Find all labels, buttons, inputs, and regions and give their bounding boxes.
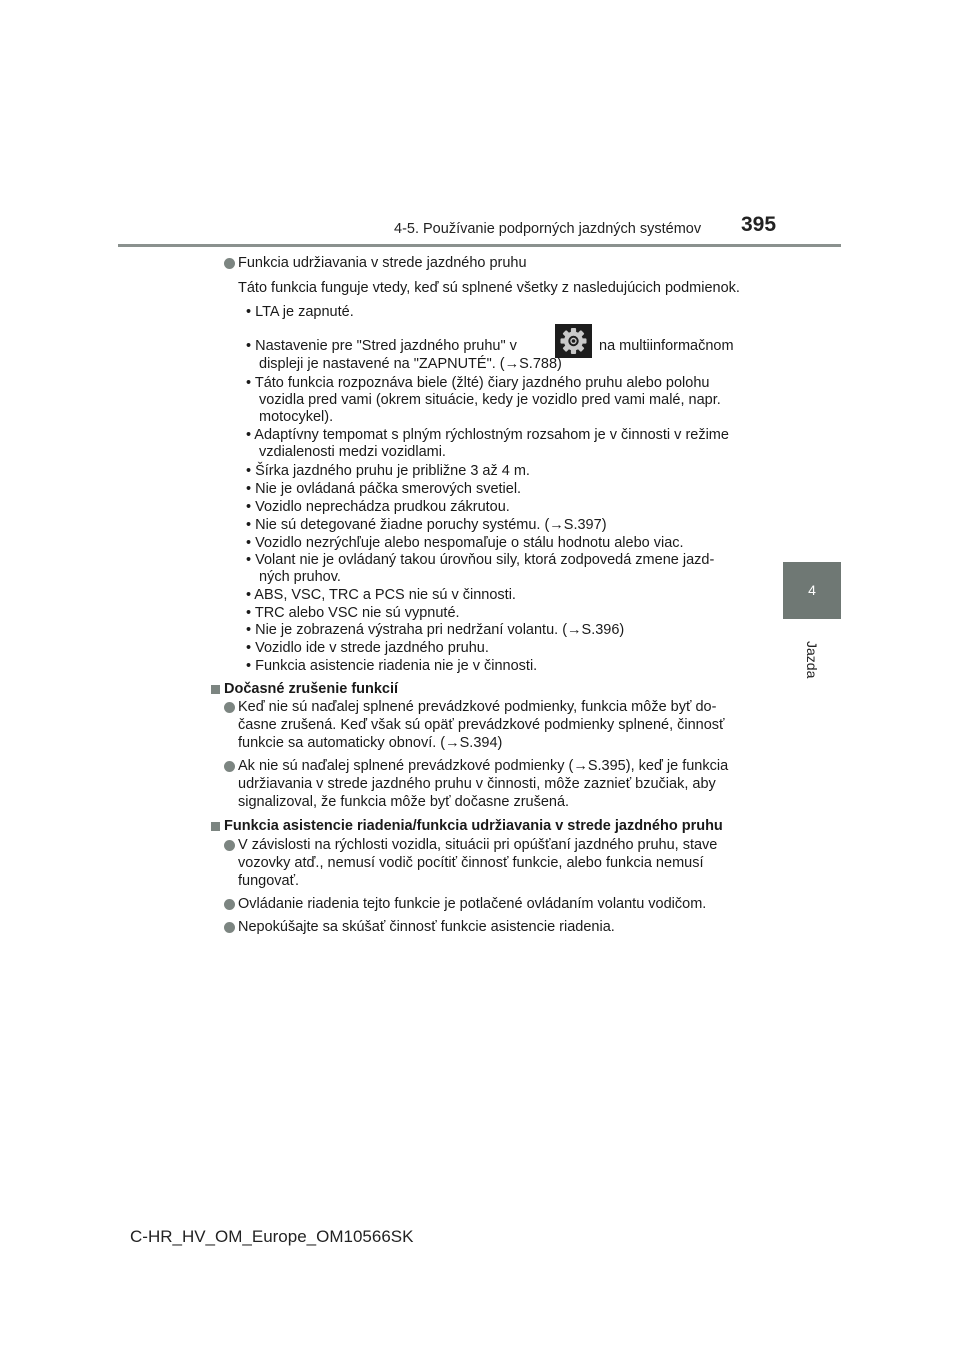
condition-item-continued: vozidla pred vami (okrem situácie, kedy je vozidlo pred vami malé, napr. [259, 392, 721, 408]
condition-item: • LTA je zapnuté. [246, 304, 354, 320]
condition-item: • Táto funkcia rozpoznáva biele (žlté) čiary jazdného pruhu alebo polohu [246, 375, 710, 391]
condition-item: • Nastavenie pre "Stred jazdného pruhu" v [246, 338, 517, 354]
condition-item-continued: na multiinformačnom [599, 338, 734, 354]
section2-heading: Dočasné zrušenie funkcií [224, 681, 399, 697]
header-section-title: 4-5. Používanie podporných jazdných systémov [394, 221, 702, 237]
condition-item: • Volant nie je ovládaný takou úrovňou sily, ktorá zodpovedá zmene jazd- [246, 552, 715, 568]
condition-item: • TRC alebo VSC nie sú vypnuté. [246, 605, 460, 621]
paragraph-line: udržiavania v strede jazdného pruhu v činnosti, môže zaznieť bzučiak, aby [238, 776, 716, 792]
condition-item: • Šírka jazdného pruhu je približne 3 až 4 m. [246, 463, 530, 479]
circle-bullet-icon [224, 899, 235, 910]
condition-item: • Adaptívny tempomat s plným rýchlostným rozsahom je v činnosti v režime [246, 427, 729, 443]
square-bullet-icon [211, 822, 220, 831]
condition-item: • Funkcia asistencie riadenia nie je v činnosti. [246, 658, 538, 674]
condition-item: • ABS, VSC, TRC a PCS nie sú v činnosti. [246, 587, 516, 603]
paragraph-line: Ak nie sú naďalej splnené prevádzkové podmienky (→S.395), keď je funkcia [238, 758, 729, 774]
circle-bullet-icon [224, 702, 235, 713]
chapter-label: Jazda [804, 641, 820, 679]
paragraph-line: Ovládanie riadenia tejto funkcie je potlačené ovládaním volantu vodičom. [238, 896, 707, 912]
paragraph-line: V závislosti na rýchlosti vozidla, situácii pri opúšťaní jazdného pruhu, stave [238, 837, 718, 853]
condition-item-continued: vzdialenosti medzi vozidlami. [259, 444, 446, 460]
paragraph-line: Keď nie sú naďalej splnené prevádzkové podmienky, funkcia môže byť do- [238, 699, 717, 715]
footer-doc-code: C-HR_HV_OM_Europe_OM10566SK [130, 1227, 414, 1246]
condition-item-continued: ných pruhov. [259, 569, 341, 585]
section1-heading: Funkcia udržiavania v strede jazdného pruhu [238, 255, 527, 271]
condition-item: • Nie je zobrazená výstraha pri nedržaní volantu. (→S.396) [246, 622, 625, 638]
condition-item: • Vozidlo ide v strede jazdného pruhu. [246, 640, 489, 656]
condition-item-continued: motocykel). [259, 409, 334, 425]
circle-bullet-icon [224, 761, 235, 772]
page-number: 395 [741, 213, 777, 236]
chapter-number: 4 [808, 582, 816, 598]
condition-item: • Nie je ovládaná páčka smerových svetiel. [246, 481, 522, 497]
condition-item-continued: displeji je nastavené na "ZAPNUTÉ". (→S.788) [259, 356, 562, 372]
circle-bullet-icon [224, 922, 235, 933]
paragraph-line: Nepokúšajte sa skúšať činnosť funkcie asistencie riadenia. [238, 919, 615, 935]
condition-item: • Vozidlo neprechádza prudkou zákrutou. [246, 499, 510, 515]
gear-icon [555, 324, 592, 358]
paragraph-line: vozovky atď., nemusí vodič pocítiť činnosť funkcie, alebo funkcia nemusí [238, 855, 704, 871]
condition-item: • Nie sú detegované žiadne poruchy systému. (→S.397) [246, 517, 607, 533]
square-bullet-icon [211, 685, 220, 694]
paragraph-line: fungovať. [238, 873, 300, 889]
paragraph-line: signalizoval, že funkcia môže byť dočasne zrušená. [238, 794, 570, 810]
section3-heading: Funkcia asistencie riadenia/funkcia udržiavania v strede jazdného pruhu [224, 818, 723, 834]
circle-bullet-icon [224, 258, 235, 269]
circle-bullet-icon [224, 840, 235, 851]
paragraph-line: časne zrušená. Keď však sú opäť prevádzkové podmienky splnené, činnosť [238, 717, 725, 733]
condition-item: • Vozidlo nezrýchľuje alebo nespomaľuje o stálu hodnotu alebo viac. [246, 535, 684, 551]
paragraph-line: funkcie sa automaticky obnoví. (→S.394) [238, 735, 503, 751]
section1-intro: Táto funkcia funguje vtedy, keď sú splnené všetky z nasledujúcich podmienok. [238, 280, 740, 296]
